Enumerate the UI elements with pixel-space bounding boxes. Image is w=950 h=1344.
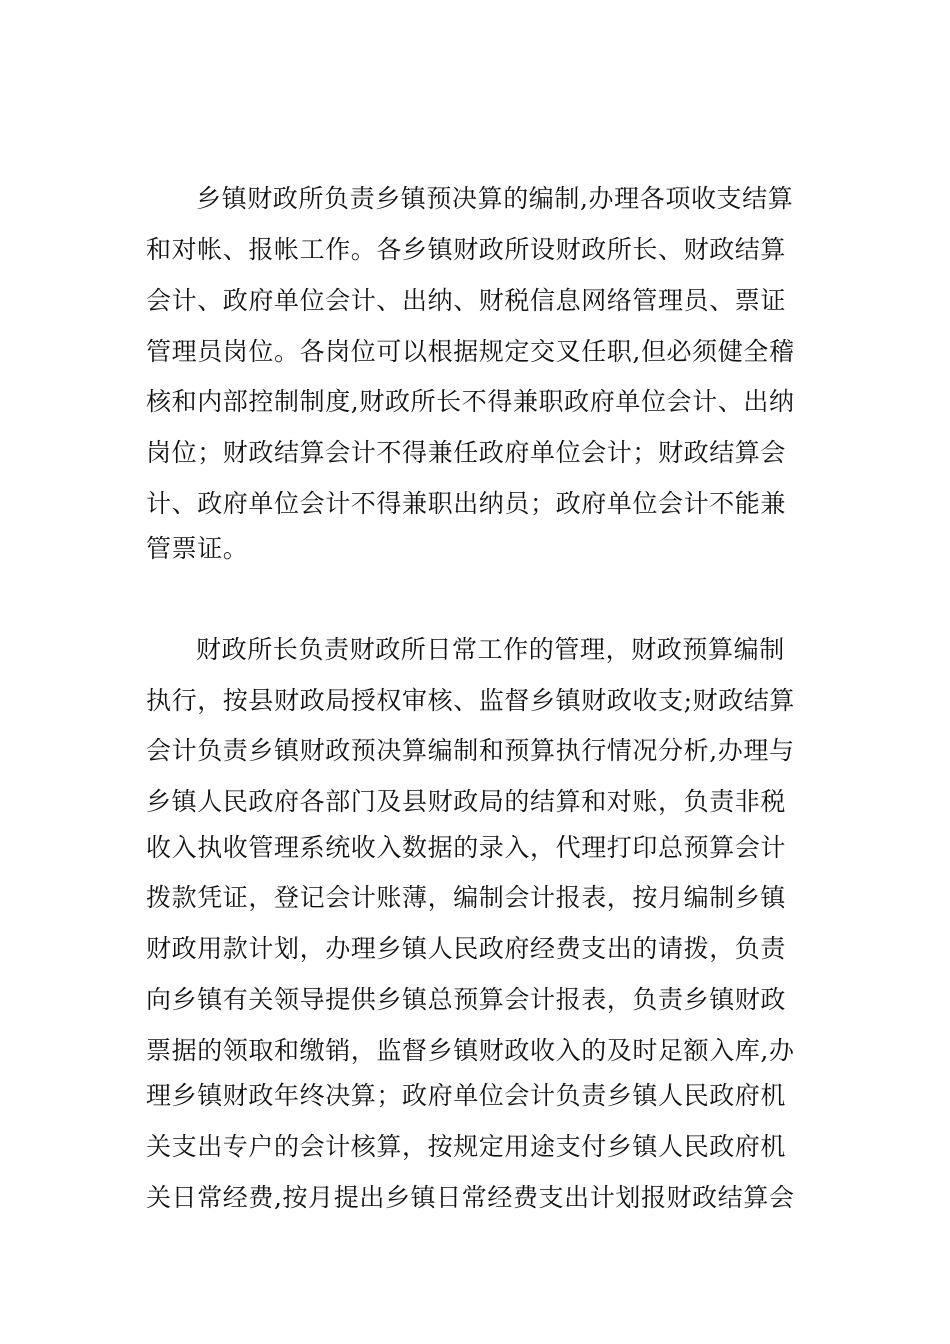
paragraph-2-line-5: 收入执收管理系统收入数据的录入，代理打印总预算会计 xyxy=(146,833,787,862)
paragraph-2-line-8: 向乡镇有关领导提供乡镇总预算会计报表，负责乡镇财政 xyxy=(146,985,787,1014)
paragraph-1-line-4: 管理员岗位。各岗位可以根据规定交叉任职,但必须健全稽 xyxy=(146,337,795,366)
paragraph-2-line-3: 会计负责乡镇财政预决算编制和预算执行情况分析,办理与 xyxy=(146,736,795,765)
paragraph-2-line-7: 财政用款计划，办理乡镇人民政府经费支出的请拨，负责 xyxy=(146,934,787,963)
paragraph-1-line-6: 岗位；财政结算会计不得兼任政府单位会计；财政结算会 xyxy=(146,438,787,467)
paragraph-1-line-7: 计、政府单位会计不得兼职出纳员；政府单位会计不能兼 xyxy=(146,489,787,518)
paragraph-1-line-2: 和对帐、报帐工作。各乡镇财政所设财政所长、财政结算 xyxy=(146,235,787,264)
paragraph-1-line-1: 乡镇财政所负责乡镇预决算的编制,办理各项收支结算 xyxy=(196,184,794,213)
paragraph-1-line-8: 管票证。 xyxy=(146,534,249,563)
paragraph-1-line-3: 会计、政府单位会计、出纳、财税信息网络管理员、票证 xyxy=(146,286,787,315)
paragraph-2-line-12: 关日常经费,按月提出乡镇日常经费支出计划报财政结算会 xyxy=(146,1183,795,1212)
paragraph-2-line-6: 拨款凭证，登记会计账薄，编制会计报表，按月编制乡镇 xyxy=(146,883,787,912)
paragraph-2-line-9: 票据的领取和缴销，监督乡镇财政收入的及时足额入库,办 xyxy=(146,1036,795,1065)
paragraph-1-line-5: 核和内部控制制度,财政所长不得兼职政府单位会计、出纳 xyxy=(146,387,795,416)
paragraph-2-line-11: 关支出专户的会计核算，按规定用途支付乡镇人民政府机 xyxy=(146,1132,787,1161)
paragraph-2-line-2: 执行，按县财政局授权审核、监督乡镇财政收支;财政结算 xyxy=(146,686,796,715)
paragraph-2-line-1: 财政所长负责财政所日常工作的管理，财政预算编制 xyxy=(196,635,785,664)
paragraph-2-line-4: 乡镇人民政府各部门及县财政局的结算和对账，负责非税 xyxy=(146,787,787,816)
paragraph-2-line-10: 理乡镇财政年终决算；政府单位会计负责乡镇人民政府机 xyxy=(146,1081,787,1110)
